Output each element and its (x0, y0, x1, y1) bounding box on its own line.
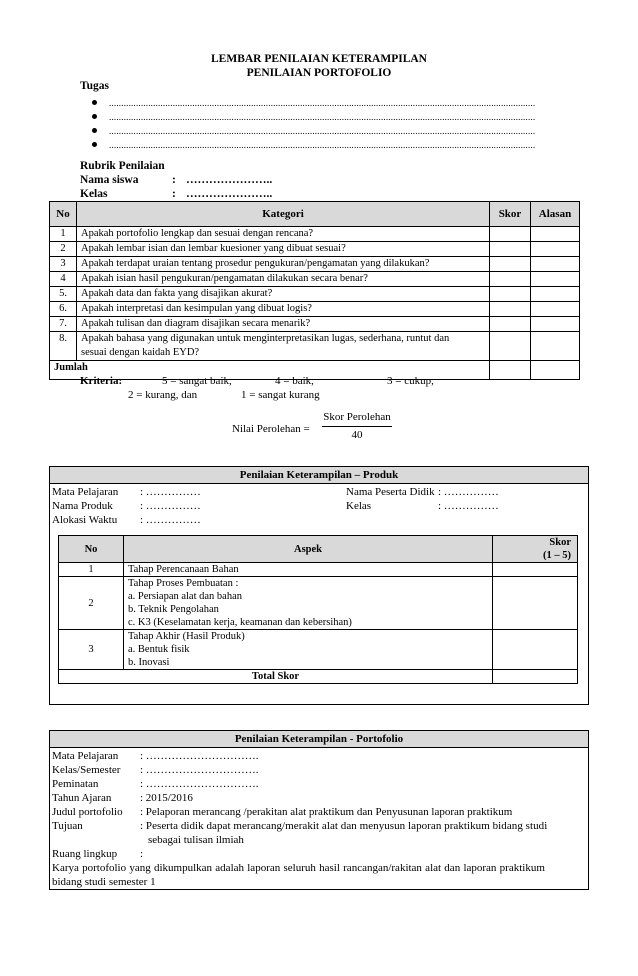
kelas-label: Kelas (80, 188, 108, 200)
produk-panel (49, 466, 589, 705)
mapel-value: : …………… (140, 486, 201, 498)
formula-lhs: Nilai Perolehan = (232, 423, 310, 435)
tugas-list (92, 96, 552, 152)
kelas-produk-value: : …………… (438, 500, 499, 512)
total-row: Total Skor (59, 670, 578, 684)
porto-label-5: Tujuan (52, 820, 83, 832)
col-no: No (50, 202, 77, 227)
porto-label-1: Kelas/Semester (52, 764, 121, 776)
karya-line2: bidang studi semester 1 (52, 876, 156, 888)
bullet-icon (92, 142, 97, 147)
formula-denominator: 40 (351, 429, 363, 441)
kriteria-4: 4 = baik, (275, 375, 314, 387)
bullet-icon (92, 100, 97, 105)
porto-value-3: : 2015/2016 (140, 792, 193, 804)
rubrik-label: Rubrik Penilaian (80, 160, 165, 172)
nama-siswa-colon: : (172, 174, 176, 186)
table-row: 3 Apakah terdapat uraian tentang prosedur pengukuran/pengamatan yang dilakukan? (50, 257, 580, 272)
table-row: 7. Apakah tulisan dan diagram disajikan secara menarik? (50, 317, 580, 332)
kriteria-2: 2 = kurang, dan (128, 389, 198, 401)
portofolio-panel (49, 730, 589, 890)
porto-value-4: : Pelaporan merancang /perakitan alat praktikum dan Penyusunan laporan praktikum (140, 806, 513, 818)
porto-label-2: Peminatan (52, 778, 99, 790)
bullet-icon (92, 114, 97, 119)
col-no: No (59, 536, 124, 563)
waktu-value: : …………… (140, 514, 201, 526)
table-row: 3 Tahap Akhir (Hasil Produk) a. Bentuk fisik b. Inovasi (59, 630, 578, 670)
list-item: .............................................................................................................................................................................. (92, 110, 552, 124)
produk-value: : …………… (140, 500, 201, 512)
portofolio-header: Penilaian Keterampilan - Portofolio (50, 731, 588, 748)
mapel-label: Mata Pelajaran (52, 486, 119, 498)
col-aspek: Aspek (124, 536, 493, 563)
kriteria-3: 3 = cukup, (387, 375, 434, 387)
porto-value-2: : …………………………. (140, 778, 259, 790)
nama-siswa-field: ………………….. (186, 174, 273, 186)
waktu-label: Alokasi Waktu (52, 514, 118, 526)
page-subtitle: PENILAIAN PORTOFOLIO (246, 67, 392, 79)
ruang-label: Ruang lingkup (52, 848, 118, 860)
col-skor: Skor (490, 202, 531, 227)
table-row: 8. Apakah bahasa yang digunakan untuk menginterpretasikan lugas, sederhana, runtut dan sesuai dengan kaidah EYD? (50, 332, 580, 361)
kelas-colon: : (172, 188, 176, 200)
rubrik-table (49, 201, 580, 380)
table-row: 5. Apakah data dan fakta yang disajikan akurat? (50, 287, 580, 302)
jumlah-row: Jumlah (50, 361, 580, 380)
porto-label-0: Mata Pelajaran (52, 750, 119, 762)
peserta-value: : …………… (438, 486, 499, 498)
produk-label: Nama Produk (52, 500, 113, 512)
produk-table (58, 535, 578, 684)
fraction-bar (322, 426, 392, 427)
col-alasan: Alasan (531, 202, 580, 227)
tugas-label: Tugas (80, 80, 109, 92)
formula-numerator: Skor Perolehan (323, 411, 391, 423)
list-item: .............................................................................................................................................................................. (92, 138, 552, 152)
table-row: 1 Apakah portofolio lengkap dan sesuai dengan rencana? (50, 227, 580, 242)
kriteria-label: Kriteria: (80, 375, 123, 387)
ruang-value: : (140, 848, 144, 860)
porto-label-4: Judul portofolio (52, 806, 123, 818)
list-item: .............................................................................................................................................................................. (92, 96, 552, 110)
produk-header: Penilaian Keterampilan – Produk (50, 467, 588, 484)
table-row: 6. Apakah interpretasi dan kesimpulan yang dibuat logis? (50, 302, 580, 317)
col-kategori: Kategori (77, 202, 490, 227)
porto-value-5: : Peserta didik dapat merancang/merakit alat dan menyusun laporan praktikum bidang studi (140, 820, 548, 832)
table-row: 4 Apakah isian hasil pengukuran/pengamatan dilakukan secara benar? (50, 272, 580, 287)
kelas-produk-label: Kelas (346, 500, 372, 512)
table-row: 2 Apakah lembar isian dan lembar kuesioner yang dibuat sesuai? (50, 242, 580, 257)
karya-line1: Karya portofolio yang dikumpulkan adalah laporan seluruh hasil rancangan/rakitan alat dan laporan praktikum (52, 862, 545, 874)
porto-value-1: : …………………………. (140, 764, 259, 776)
page-title: LEMBAR PENILAIAN KETERAMPILAN (211, 53, 427, 65)
tujuan-cont: sebagai tulisan ilmiah (148, 834, 244, 846)
nama-siswa-label: Nama siswa (80, 174, 139, 186)
bullet-icon (92, 128, 97, 133)
porto-label-3: Tahun Ajaran (52, 792, 112, 804)
table-row: 2 Tahap Proses Pembuatan : a. Persiapan alat dan bahan b. Teknik Pengolahan c. K3 (Keselamatan kerja, keamanan dan kebersihan) (59, 577, 578, 630)
table-row: 1 Tahap Perencanaan Bahan (59, 563, 578, 577)
peserta-label: Nama Peserta Didik (346, 486, 435, 498)
list-item: .............................................................................................................................................................................. (92, 124, 552, 138)
col-skor: Skor (1 – 5) (493, 536, 578, 563)
kriteria-5: 5 = sangat baik, (162, 375, 232, 387)
porto-value-0: : …………………………. (140, 750, 259, 762)
kriteria-1: 1 = sangat kurang (241, 389, 320, 401)
kelas-field: ………………….. (186, 188, 273, 200)
